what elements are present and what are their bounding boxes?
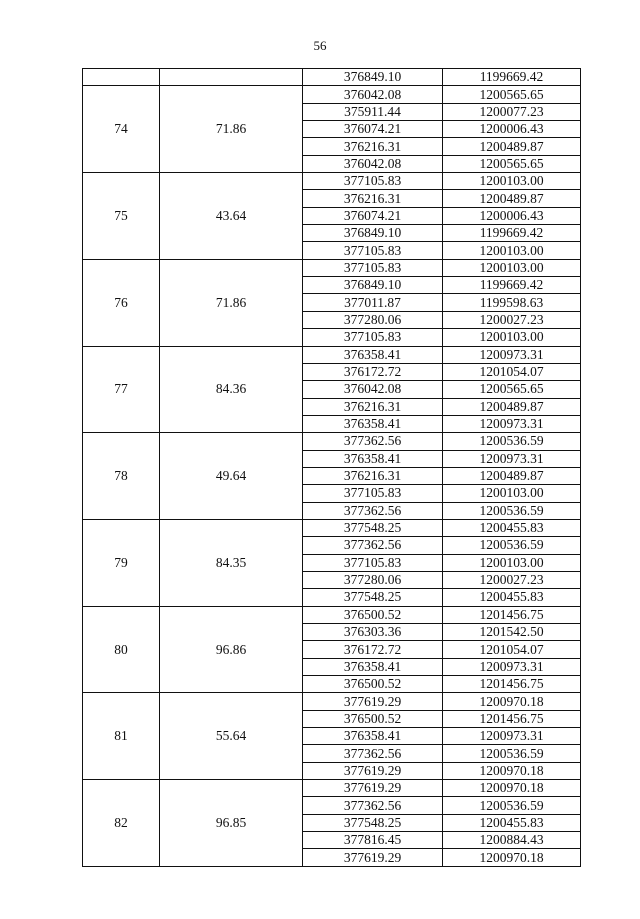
y-coordinate-cell: 1200077.23 xyxy=(443,103,581,120)
x-coordinate-cell: 377548.25 xyxy=(303,814,443,831)
x-coordinate-cell: 377105.83 xyxy=(303,485,443,502)
y-coordinate-cell: 1200455.83 xyxy=(443,814,581,831)
x-coordinate-cell: 377548.25 xyxy=(303,589,443,606)
y-coordinate-cell: 1200565.65 xyxy=(443,155,581,172)
y-coordinate-cell: 1199598.63 xyxy=(443,294,581,311)
x-coordinate-cell: 376172.72 xyxy=(303,641,443,658)
area-cell: 49.64 xyxy=(160,433,303,520)
y-coordinate-cell: 1199669.42 xyxy=(443,225,581,242)
x-coordinate-cell: 376216.31 xyxy=(303,398,443,415)
y-coordinate-cell: 1201054.07 xyxy=(443,641,581,658)
x-coordinate-cell: 377362.56 xyxy=(303,745,443,762)
parcel-id-cell: 79 xyxy=(83,519,160,606)
x-coordinate-cell: 376216.31 xyxy=(303,190,443,207)
x-coordinate-cell: 376849.10 xyxy=(303,225,443,242)
parcel-id-cell: 82 xyxy=(83,780,160,867)
y-coordinate-cell: 1200027.23 xyxy=(443,311,581,328)
x-coordinate-cell: 376500.52 xyxy=(303,676,443,693)
parcel-id-cell: 76 xyxy=(83,259,160,346)
parcel-id-cell: 80 xyxy=(83,606,160,693)
parcel-id-cell: 81 xyxy=(83,693,160,780)
y-coordinate-cell: 1201542.50 xyxy=(443,624,581,641)
area-cell: 84.36 xyxy=(160,346,303,433)
parcel-id-cell xyxy=(83,69,160,86)
x-coordinate-cell: 377362.56 xyxy=(303,797,443,814)
y-coordinate-cell: 1201456.75 xyxy=(443,676,581,693)
page-number: 56 xyxy=(313,38,327,53)
x-coordinate-cell: 377619.29 xyxy=(303,693,443,710)
y-coordinate-cell: 1200536.59 xyxy=(443,537,581,554)
y-coordinate-cell: 1200489.87 xyxy=(443,398,581,415)
coordinates-table-body xyxy=(83,69,581,867)
x-coordinate-cell: 376303.36 xyxy=(303,624,443,641)
x-coordinate-cell: 376500.52 xyxy=(303,606,443,623)
y-coordinate-cell: 1200006.43 xyxy=(443,121,581,138)
y-coordinate-cell: 1200489.87 xyxy=(443,190,581,207)
x-coordinate-cell: 376042.08 xyxy=(303,381,443,398)
area-cell: 71.86 xyxy=(160,259,303,346)
y-coordinate-cell: 1200103.00 xyxy=(443,554,581,571)
y-coordinate-cell: 1200536.59 xyxy=(443,502,581,519)
x-coordinate-cell: 376500.52 xyxy=(303,710,443,727)
x-coordinate-cell: 376172.72 xyxy=(303,363,443,380)
y-coordinate-cell: 1201456.75 xyxy=(443,606,581,623)
parcel-id-cell: 75 xyxy=(83,173,160,260)
y-coordinate-cell: 1200973.31 xyxy=(443,450,581,467)
area-cell: 71.86 xyxy=(160,86,303,173)
parcel-id-cell: 78 xyxy=(83,433,160,520)
y-coordinate-cell: 1200455.83 xyxy=(443,519,581,536)
x-coordinate-cell: 377105.83 xyxy=(303,242,443,259)
area-cell: 43.64 xyxy=(160,173,303,260)
x-coordinate-cell: 377619.29 xyxy=(303,849,443,866)
y-coordinate-cell: 1200973.31 xyxy=(443,415,581,432)
area-cell xyxy=(160,69,303,86)
x-coordinate-cell: 377105.83 xyxy=(303,329,443,346)
x-coordinate-cell: 377011.87 xyxy=(303,294,443,311)
x-coordinate-cell: 376074.21 xyxy=(303,207,443,224)
table-row xyxy=(83,606,581,623)
x-coordinate-cell: 377816.45 xyxy=(303,832,443,849)
y-coordinate-cell: 1200970.18 xyxy=(443,693,581,710)
area-cell: 55.64 xyxy=(160,693,303,780)
table-row xyxy=(83,693,581,710)
table-row xyxy=(83,259,581,276)
y-coordinate-cell: 1200970.18 xyxy=(443,780,581,797)
x-coordinate-cell: 376358.41 xyxy=(303,415,443,432)
y-coordinate-cell: 1200027.23 xyxy=(443,571,581,588)
y-coordinate-cell: 1201054.07 xyxy=(443,363,581,380)
y-coordinate-cell: 1200565.65 xyxy=(443,381,581,398)
y-coordinate-cell: 1200103.00 xyxy=(443,259,581,276)
x-coordinate-cell: 377280.06 xyxy=(303,311,443,328)
x-coordinate-cell: 376849.10 xyxy=(303,277,443,294)
y-coordinate-cell: 1200103.00 xyxy=(443,173,581,190)
x-coordinate-cell: 377362.56 xyxy=(303,537,443,554)
x-coordinate-cell: 377619.29 xyxy=(303,780,443,797)
y-coordinate-cell: 1199669.42 xyxy=(443,69,581,86)
x-coordinate-cell: 376849.10 xyxy=(303,69,443,86)
table-row xyxy=(83,433,581,450)
y-coordinate-cell: 1200103.00 xyxy=(443,242,581,259)
area-cell: 96.85 xyxy=(160,780,303,867)
x-coordinate-cell: 376358.41 xyxy=(303,658,443,675)
x-coordinate-cell: 377362.56 xyxy=(303,502,443,519)
x-coordinate-cell: 377362.56 xyxy=(303,433,443,450)
table-row xyxy=(83,69,581,86)
y-coordinate-cell: 1200489.87 xyxy=(443,138,581,155)
x-coordinate-cell: 376074.21 xyxy=(303,121,443,138)
y-coordinate-cell: 1200973.31 xyxy=(443,658,581,675)
x-coordinate-cell: 377548.25 xyxy=(303,519,443,536)
table-row xyxy=(83,519,581,536)
y-coordinate-cell: 1200973.31 xyxy=(443,346,581,363)
y-coordinate-cell: 1200103.00 xyxy=(443,329,581,346)
y-coordinate-cell: 1200565.65 xyxy=(443,86,581,103)
area-cell: 96.86 xyxy=(160,606,303,693)
x-coordinate-cell: 376042.08 xyxy=(303,86,443,103)
y-coordinate-cell: 1200536.59 xyxy=(443,797,581,814)
x-coordinate-cell: 376042.08 xyxy=(303,155,443,172)
x-coordinate-cell: 376216.31 xyxy=(303,467,443,484)
x-coordinate-cell: 376216.31 xyxy=(303,138,443,155)
x-coordinate-cell: 377619.29 xyxy=(303,762,443,779)
x-coordinate-cell: 376358.41 xyxy=(303,346,443,363)
y-coordinate-cell: 1200536.59 xyxy=(443,745,581,762)
y-coordinate-cell: 1200973.31 xyxy=(443,728,581,745)
table-row xyxy=(83,173,581,190)
y-coordinate-cell: 1200884.43 xyxy=(443,832,581,849)
y-coordinate-cell: 1200536.59 xyxy=(443,433,581,450)
y-coordinate-cell: 1200455.83 xyxy=(443,589,581,606)
x-coordinate-cell: 377105.83 xyxy=(303,259,443,276)
x-coordinate-cell: 377280.06 xyxy=(303,571,443,588)
x-coordinate-cell: 377105.83 xyxy=(303,173,443,190)
coordinates-table xyxy=(82,68,581,867)
table-row xyxy=(83,346,581,363)
x-coordinate-cell: 376358.41 xyxy=(303,450,443,467)
y-coordinate-cell: 1200970.18 xyxy=(443,762,581,779)
y-coordinate-cell: 1200970.18 xyxy=(443,849,581,866)
x-coordinate-cell: 376358.41 xyxy=(303,728,443,745)
table-row xyxy=(83,780,581,797)
y-coordinate-cell: 1200103.00 xyxy=(443,485,581,502)
area-cell: 84.35 xyxy=(160,519,303,606)
parcel-id-cell: 74 xyxy=(83,86,160,173)
x-coordinate-cell: 377105.83 xyxy=(303,554,443,571)
x-coordinate-cell: 375911.44 xyxy=(303,103,443,120)
parcel-id-cell: 77 xyxy=(83,346,160,433)
y-coordinate-cell: 1200489.87 xyxy=(443,467,581,484)
y-coordinate-cell: 1200006.43 xyxy=(443,207,581,224)
y-coordinate-cell: 1199669.42 xyxy=(443,277,581,294)
y-coordinate-cell: 1201456.75 xyxy=(443,710,581,727)
table-row xyxy=(83,86,581,103)
